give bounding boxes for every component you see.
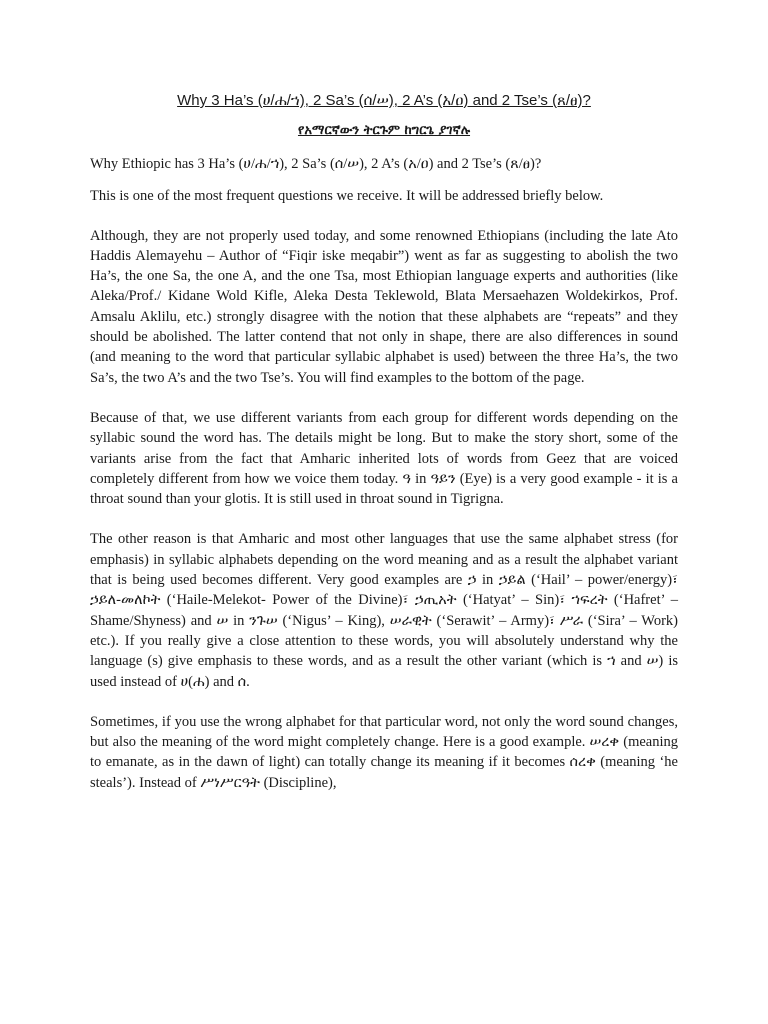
paragraph-emphasis: The other reason is that Amharic and most other languages that use the same alphabet stress (for emphasis) in syllabic alphabets depending on the word meaning and as a result the alphabet variant that is being used becomes different. Very good examples are ኃ in ኃይል (‘Hail’ – power/energy)፣ ኃይለ-መለኮት (‘Haile-Melekot- Power of the Divine)፣ ኃጢአት (‘Hatyat’ – Sin)፣ ኀፍረት (‘Hafret’ – Shame/Shyness) and ሠ in ንጉሠ (‘Nigus’ – King), ሠራዊት (‘Serawit’ – Army)፣ ሥራ (‘Sira’ – Work) etc.). If you really give a close attention to these words, you will absolutely understand why the language (s) give emphasis to these words, and as a result the other variant (which is ኀ and ሠ) is used instead of ሀ(ሐ) and ሰ. [90,531,678,690]
paragraph-intro: This is one of the most frequent questions we receive. It will be addressed briefly below. [90,188,604,205]
document-subtitle: የአማርኛውን ትርጉም ከግርጌ ያገኛሉ [297,123,471,138]
paragraph-variants: Because of that, we use different variants from each group for different words depending on the syllabic sound the word has. The details might be long. But to make the story short, some of the variants arise from the fact that Amharic inherited lots of words from Geez that are voiced completely different from how we voice them today. ዓ in ዓይን (Eye) is a very good example - it is a throat sound than your glotis. It is still used in throat sound in Tigrigna. [90,409,678,508]
paragraph-meaning: Sometimes, if you use the wrong alphabet for that particular word, not only the word sound changes, but also the meaning of the word might completely change. Here is a good example. ሠረቀ (meaning to emanate, as in the dawn of light) can totally change its meaning if it becomes ሰረቀ (meaning ‘he steals’). Instead of ሥነሥርዓት (Discipline), [90,713,678,791]
paragraph-question: Why Ethiopic has 3 Ha’s (ሀ/ሐ/ኀ), 2 Sa’s (ሰ/ሠ), 2 A’s (አ/ዐ) and 2 Tse’s (ጸ/ፀ)? [90,156,542,172]
document-page [90,92,678,812]
paragraph-history: Although, they are not properly used today, and some renowned Ethiopians (including the late Ato Haddis Alemayehu – Author of “Fiqir iske meqabir”) went as far as suggesting to abolish the two Ha’s, the one Sa, the one A, and the one Tsa, most Ethiopian language experts and authorities (like Aleka/Prof./ Kidane Wold Kifle, Aleka Desta Teklewold, Blata Mersaehazen Woldekirkos, Prof. Amsalu Aklilu, etc.) strongly disagree with the notion that these alphabets are “repeats” and they should be abolished. The latter contend that not only in shape, there are also differences in sound (and meaning to the word that particular syllabic alphabet is used) between the three Ha’s, the two Sa’s, the two A’s and the two Tse’s. You will find examples to the bottom of the page. [90,227,678,386]
document-title: Why 3 Ha’s (ሀ/ሐ/ኀ), 2 Sa’s (ሰ/ሠ), 2 A’s (አ/ዐ) and 2 Tse’s (ጸ/ፀ)? [177,92,591,109]
